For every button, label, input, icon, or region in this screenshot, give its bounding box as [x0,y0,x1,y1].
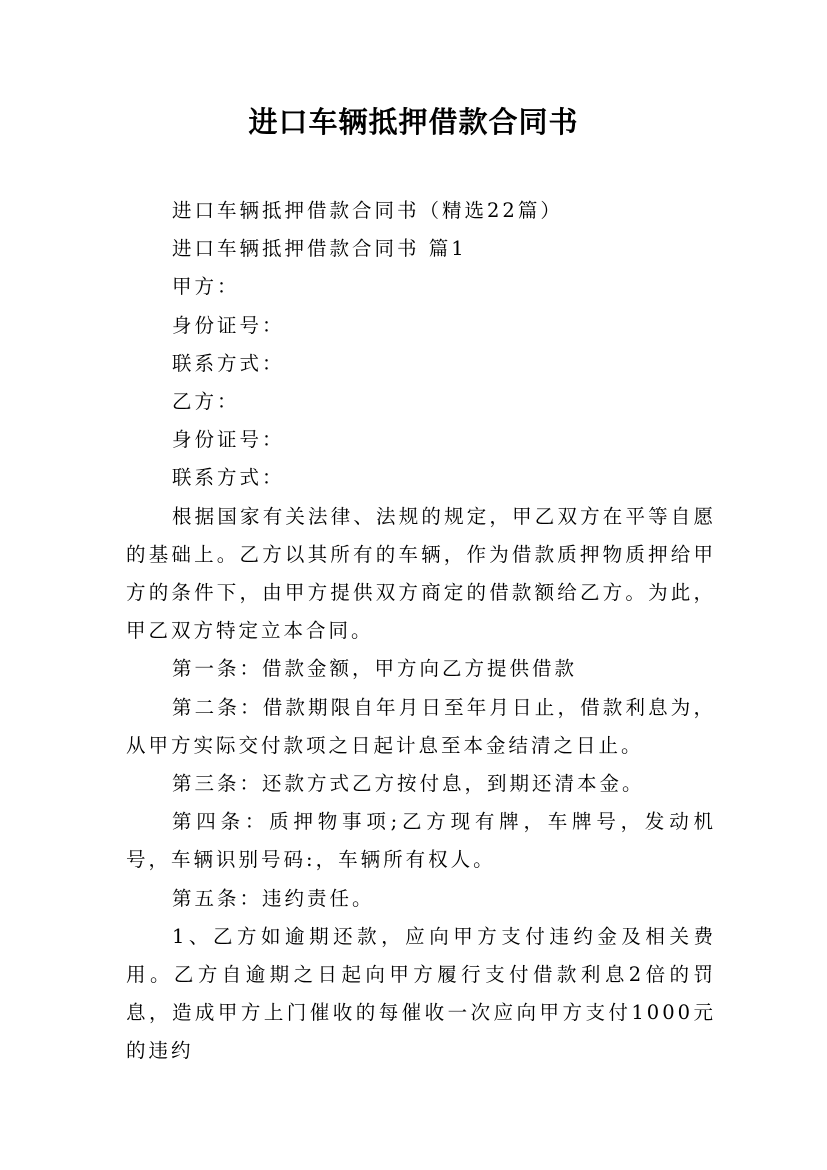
article-3: 第三条：还款方式乙方按付息，到期还清本金。 [172,772,645,796]
subtitle-paragraph: 进口车辆抵押借款合同书（精选22篇） [172,199,563,222]
article-5-clause-1: 1、乙方如逾期还款，应向甲方支付违约金及相关费用。乙方自逾期之日起向甲方履行支付借款利息2倍的罚息，造成甲方上门催收的每催收一次应向甲方支付1000元的违约 [126,924,716,1063]
party-a-label: 甲方： [172,275,240,299]
party-b-id-label: 身份证号： [172,428,285,452]
party-a-id-label: 身份证号： [172,313,285,337]
party-b-label: 乙方： [172,390,240,414]
party-a-contact-label: 联系方式： [172,351,285,375]
section-heading: 进口车辆抵押借款合同书 篇1 [172,237,467,261]
document-body [126,192,716,1071]
party-b-contact-label: 联系方式： [172,466,285,490]
preamble-paragraph: 根据国家有关法律、法规的规定，甲乙双方在平等自愿的基础上。乙方以其所有的车辆，作为借款质押物质押给甲方的条件下，由甲方提供双方商定的借款额给乙方。为此，甲乙双方特定立本合同。 [126,504,716,643]
article-5: 第五条：违约责任。 [172,886,375,910]
article-1: 第一条：借款金额，甲方向乙方提供借款 [172,657,578,681]
article-4: 第四条：质押物事项;乙方现有牌，车牌号，发动机号，车辆识别号码:，车辆所有权人。 [126,810,716,872]
document-title: 进口车辆抵押借款合同书 [248,105,579,139]
article-2: 第二条：借款期限自年月日至年月日止，借款利息为，从甲方实际交付款项之日起计息至本金结清之日止。 [126,695,716,757]
